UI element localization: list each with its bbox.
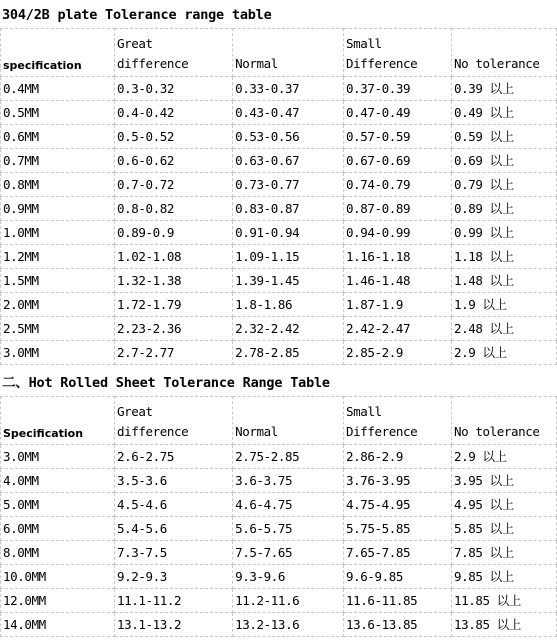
table-row — [1, 517, 557, 541]
no-tolerance-cell: 0.99 以上 — [452, 221, 557, 245]
normal-cell: 11.2-11.6 — [233, 589, 344, 613]
no-tolerance-cell: 1.9 以上 — [452, 293, 557, 317]
great-difference-cell: 0.8-0.82 — [115, 197, 233, 221]
spec-cell: 10.0MM — [1, 565, 115, 589]
table-row — [1, 445, 557, 469]
great-difference-cell: 2.23-2.36 — [115, 317, 233, 341]
small-difference-cell: 0.87-0.89 — [344, 197, 452, 221]
normal-cell: 9.3-9.6 — [233, 565, 344, 589]
normal-cell: 4.6-4.75 — [233, 493, 344, 517]
header-great-difference — [115, 29, 233, 77]
header-small-line2: Difference — [346, 56, 418, 71]
spec-cell: 3.0MM — [1, 445, 115, 469]
great-difference-cell: 1.72-1.79 — [115, 293, 233, 317]
small-difference-cell: 0.94-0.99 — [344, 221, 452, 245]
no-tolerance-cell: 0.39 以上 — [452, 77, 557, 101]
small-difference-cell: 4.75-4.95 — [344, 493, 452, 517]
header-normal-label: Normal — [235, 424, 278, 439]
header-normal-label: Normal — [235, 56, 278, 71]
spec-cell: 1.5MM — [1, 269, 115, 293]
no-tolerance-cell: 1.48 以上 — [452, 269, 557, 293]
great-difference-cell: 4.5-4.6 — [115, 493, 233, 517]
header-specification: specification — [1, 29, 115, 77]
table-row — [1, 149, 557, 173]
no-tolerance-cell: 0.49 以上 — [452, 101, 557, 125]
spec-cell: 3.0MM — [1, 341, 115, 365]
small-difference-cell: 9.6-9.85 — [344, 565, 452, 589]
normal-cell: 2.78-2.85 — [233, 341, 344, 365]
normal-cell: 1.8-1.86 — [233, 293, 344, 317]
table-row — [1, 293, 557, 317]
great-difference-cell: 7.3-7.5 — [115, 541, 233, 565]
great-difference-cell: 0.6-0.62 — [115, 149, 233, 173]
table-row — [1, 589, 557, 613]
no-tolerance-cell: 0.89 以上 — [452, 197, 557, 221]
no-tolerance-cell: 2.48 以上 — [452, 317, 557, 341]
great-difference-cell: 0.89-0.9 — [115, 221, 233, 245]
header-small-line2: Difference — [346, 424, 418, 439]
no-tolerance-cell: 0.59 以上 — [452, 125, 557, 149]
no-tolerance-cell: 11.85 以上 — [452, 589, 557, 613]
table-row — [1, 469, 557, 493]
no-tolerance-cell: 4.95 以上 — [452, 493, 557, 517]
spec-cell: 6.0MM — [1, 517, 115, 541]
header-small-difference — [344, 397, 452, 445]
no-tolerance-cell: 5.85 以上 — [452, 517, 557, 541]
spec-cell: 0.9MM — [1, 197, 115, 221]
great-difference-cell: 0.7-0.72 — [115, 173, 233, 197]
no-tolerance-cell: 13.85 以上 — [452, 613, 557, 637]
header-normal — [233, 29, 344, 77]
header-small-line1: Small — [346, 36, 382, 51]
table-row — [1, 269, 557, 293]
normal-cell: 13.2-13.6 — [233, 613, 344, 637]
table-row — [1, 541, 557, 565]
normal-cell: 0.73-0.77 — [233, 173, 344, 197]
great-difference-cell: 2.6-2.75 — [115, 445, 233, 469]
normal-cell: 2.32-2.42 — [233, 317, 344, 341]
header-no-tolerance — [452, 397, 557, 445]
header-great-line1: Great — [117, 404, 153, 419]
table-row — [1, 173, 557, 197]
small-difference-cell: 2.85-2.9 — [344, 341, 452, 365]
no-tolerance-cell: 9.85 以上 — [452, 565, 557, 589]
small-difference-cell: 5.75-5.85 — [344, 517, 452, 541]
header-great-difference — [115, 397, 233, 445]
table-row — [1, 493, 557, 517]
great-difference-cell: 1.32-1.38 — [115, 269, 233, 293]
great-difference-cell: 0.4-0.42 — [115, 101, 233, 125]
spec-cell: 1.0MM — [1, 221, 115, 245]
normal-cell: 0.53-0.56 — [233, 125, 344, 149]
table-row — [1, 565, 557, 589]
great-difference-cell: 13.1-13.2 — [115, 613, 233, 637]
no-tolerance-cell: 3.95 以上 — [452, 469, 557, 493]
table-row — [1, 197, 557, 221]
table-row — [1, 125, 557, 149]
no-tolerance-cell: 2.9 以上 — [452, 445, 557, 469]
small-difference-cell: 7.65-7.85 — [344, 541, 452, 565]
great-difference-cell: 2.7-2.77 — [115, 341, 233, 365]
plate-tolerance-table — [0, 28, 557, 365]
small-difference-cell: 0.67-0.69 — [344, 149, 452, 173]
normal-cell: 0.91-0.94 — [233, 221, 344, 245]
table-row — [1, 341, 557, 365]
normal-cell: 5.6-5.75 — [233, 517, 344, 541]
header-small-line1: Small — [346, 404, 382, 419]
spec-cell: 0.4MM — [1, 77, 115, 101]
normal-cell: 0.43-0.47 — [233, 101, 344, 125]
small-difference-cell: 13.6-13.85 — [344, 613, 452, 637]
header-small-difference — [344, 29, 452, 77]
no-tolerance-cell: 0.79 以上 — [452, 173, 557, 197]
table-header-row — [1, 29, 557, 77]
table-row — [1, 101, 557, 125]
spec-cell: 1.2MM — [1, 245, 115, 269]
header-no-tolerance-label: No tolerance — [454, 56, 540, 71]
header-normal — [233, 397, 344, 445]
spec-cell: 0.8MM — [1, 173, 115, 197]
normal-cell: 1.09-1.15 — [233, 245, 344, 269]
header-great-line1: Great — [117, 36, 153, 51]
normal-cell: 3.6-3.75 — [233, 469, 344, 493]
table-header-row — [1, 397, 557, 445]
normal-cell: 2.75-2.85 — [233, 445, 344, 469]
normal-cell: 7.5-7.65 — [233, 541, 344, 565]
great-difference-cell: 1.02-1.08 — [115, 245, 233, 269]
no-tolerance-cell: 2.9 以上 — [452, 341, 557, 365]
small-difference-cell: 0.47-0.49 — [344, 101, 452, 125]
table1-body — [1, 77, 557, 365]
no-tolerance-cell: 0.69 以上 — [452, 149, 557, 173]
small-difference-cell: 0.37-0.39 — [344, 77, 452, 101]
spec-cell: 2.0MM — [1, 293, 115, 317]
small-difference-cell: 2.42-2.47 — [344, 317, 452, 341]
no-tolerance-cell: 7.85 以上 — [452, 541, 557, 565]
spec-cell: 4.0MM — [1, 469, 115, 493]
great-difference-cell: 5.4-5.6 — [115, 517, 233, 541]
spec-cell: 2.5MM — [1, 317, 115, 341]
table-row — [1, 245, 557, 269]
spec-cell: 12.0MM — [1, 589, 115, 613]
table2-body — [1, 445, 557, 637]
table1-title: 304/2B plate Tolerance range table — [2, 7, 272, 23]
table-row — [1, 613, 557, 637]
small-difference-cell: 1.46-1.48 — [344, 269, 452, 293]
normal-cell: 0.33-0.37 — [233, 77, 344, 101]
normal-cell: 1.39-1.45 — [233, 269, 344, 293]
table-row — [1, 317, 557, 341]
great-difference-cell: 0.5-0.52 — [115, 125, 233, 149]
spec-cell: 0.5MM — [1, 101, 115, 125]
small-difference-cell: 1.87-1.9 — [344, 293, 452, 317]
normal-cell: 0.83-0.87 — [233, 197, 344, 221]
spec-cell: 0.6MM — [1, 125, 115, 149]
small-difference-cell: 3.76-3.95 — [344, 469, 452, 493]
small-difference-cell: 0.74-0.79 — [344, 173, 452, 197]
small-difference-cell: 1.16-1.18 — [344, 245, 452, 269]
header-no-tolerance-label: No tolerance — [454, 424, 540, 439]
small-difference-cell: 2.86-2.9 — [344, 445, 452, 469]
spec-cell: 14.0MM — [1, 613, 115, 637]
table-row — [1, 77, 557, 101]
no-tolerance-cell: 1.18 以上 — [452, 245, 557, 269]
header-great-line2: difference — [117, 424, 189, 439]
spec-cell: 8.0MM — [1, 541, 115, 565]
small-difference-cell: 0.57-0.59 — [344, 125, 452, 149]
header-great-line2: difference — [117, 56, 189, 71]
table-row — [1, 221, 557, 245]
small-difference-cell: 11.6-11.85 — [344, 589, 452, 613]
normal-cell: 0.63-0.67 — [233, 149, 344, 173]
table2-title: 二、Hot Rolled Sheet Tolerance Range Table — [2, 375, 330, 391]
header-specification: Specification — [1, 397, 115, 445]
great-difference-cell: 11.1-11.2 — [115, 589, 233, 613]
spec-cell: 5.0MM — [1, 493, 115, 517]
great-difference-cell: 9.2-9.3 — [115, 565, 233, 589]
header-no-tolerance — [452, 29, 557, 77]
great-difference-cell: 3.5-3.6 — [115, 469, 233, 493]
hot-rolled-tolerance-table — [0, 396, 557, 637]
spec-cell: 0.7MM — [1, 149, 115, 173]
great-difference-cell: 0.3-0.32 — [115, 77, 233, 101]
